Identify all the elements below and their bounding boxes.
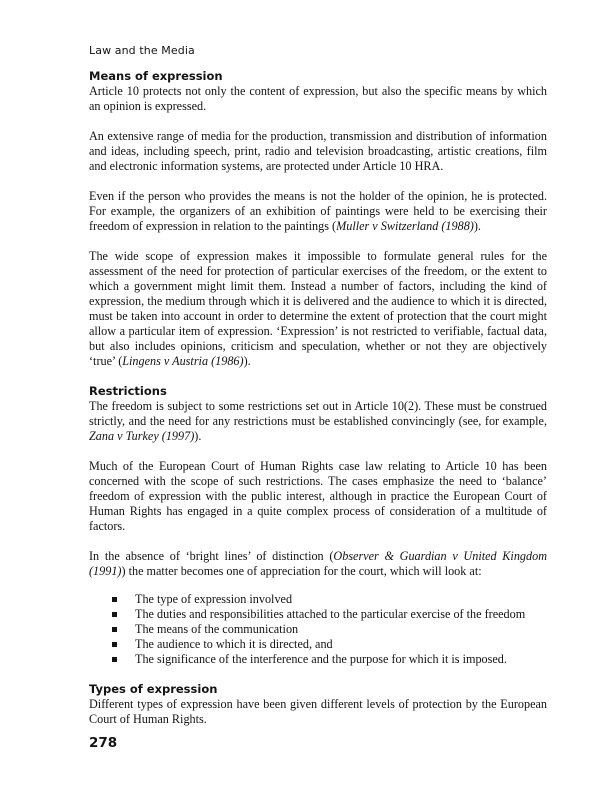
- case-citation: Muller v Switzerland (1988): [336, 219, 474, 233]
- document-page: [89, 44, 547, 751]
- section-heading: Types of expression: [89, 682, 218, 696]
- running-head: Law and the Media: [89, 44, 195, 57]
- list-item: [89, 637, 547, 652]
- case-citation: Lingens v Austria (1986): [122, 354, 244, 368]
- section-heading: Restrictions: [89, 384, 167, 398]
- paragraph: [89, 249, 547, 369]
- bullet-list: [89, 592, 547, 667]
- square-bullet-icon: [112, 612, 117, 617]
- list-item: [89, 607, 547, 622]
- list-item-text: The means of the communication: [135, 622, 299, 636]
- paragraph: Much of the European Court of Human Rights case law relating to Article 10 has been concerned with the scope of such restrictions. The cases emphasize the need to ‘balance’ freedom of expression with the public interest, although in practice the European Court of Human Rights has engaged in a quite complex process of consideration of a multitude of factors.: [89, 459, 547, 533]
- paragraph: [89, 399, 547, 444]
- square-bullet-icon: [112, 657, 117, 662]
- list-item: [89, 652, 547, 667]
- square-bullet-icon: [112, 627, 117, 632]
- list-item-text: The duties and responsibilities attached to the particular exercise of the freedom: [135, 607, 526, 621]
- paragraph: [89, 549, 547, 579]
- page-number: 278: [89, 735, 118, 751]
- list-item: [89, 592, 547, 607]
- list-item-text: The audience to which it is directed, and: [135, 637, 333, 651]
- case-citation: Zana v Turkey (1997): [89, 429, 195, 443]
- list-item-text: The type of expression involved: [135, 592, 293, 606]
- text-run: ) the matter becomes one of appreciation for the court, which will look at:: [121, 564, 482, 578]
- paragraph: [89, 189, 547, 234]
- section-types-of-expression: [89, 682, 547, 727]
- list-item-text: The significance of the interference and the purpose for which it is imposed.: [135, 652, 507, 666]
- section-restrictions: [89, 384, 547, 667]
- text-run: ).: [473, 219, 481, 233]
- text-run: The freedom is subject to some restrictions set out in Article 10(2). These must be construed strictly, and the need for any restrictions must be established convincingly (see, for example,: [89, 399, 547, 428]
- square-bullet-icon: [112, 597, 117, 602]
- case-citation: Observer & Guardian v United Kingdom (1991): [89, 549, 547, 578]
- text-run: In the absence of ‘bright lines’ of distinction (: [89, 549, 334, 563]
- section-heading: Means of expression: [89, 69, 223, 83]
- paragraph: Article 10 protects not only the content of expression, but also the specific means by which an opinion is expressed.: [89, 84, 547, 113]
- section-means-of-expression: [89, 69, 547, 369]
- paragraph: An extensive range of media for the production, transmission and distribution of information and ideas, including speech, print, radio and television broadcasting, artistic creations, film and electronic information systems, are protected under Article 10 HRA.: [89, 129, 547, 173]
- paragraph: Different types of expression have been given different levels of protection by the European Court of Human Rights.: [89, 697, 547, 726]
- list-item: [89, 622, 547, 637]
- text-run: Even if the person who provides the means is not the holder of the opinion, he is protected. For example, the organizers of an exhibition of paintings were held to be exercising their freedom of expression in relation to the paintings (: [89, 189, 547, 233]
- text-run: The wide scope of expression makes it impossible to formulate general rules for the assessment of the need for protection of particular exercises of the freedom, or the extent to which a government might limit them. Instead a number of factors, including the kind of expression, the medium through which it is delivered and the audience to which it is directed, must be taken into account in order to determine the extent of protection that the court might allow a particular item of expression. ‘Expression’ is not restricted to verifiable, factual data, but also includes opinions, criticism and speculation, whether or not they are objectively ‘true’ (: [89, 249, 547, 368]
- text-run: ).: [243, 354, 251, 368]
- square-bullet-icon: [112, 642, 117, 647]
- text-run: ).: [194, 429, 202, 443]
